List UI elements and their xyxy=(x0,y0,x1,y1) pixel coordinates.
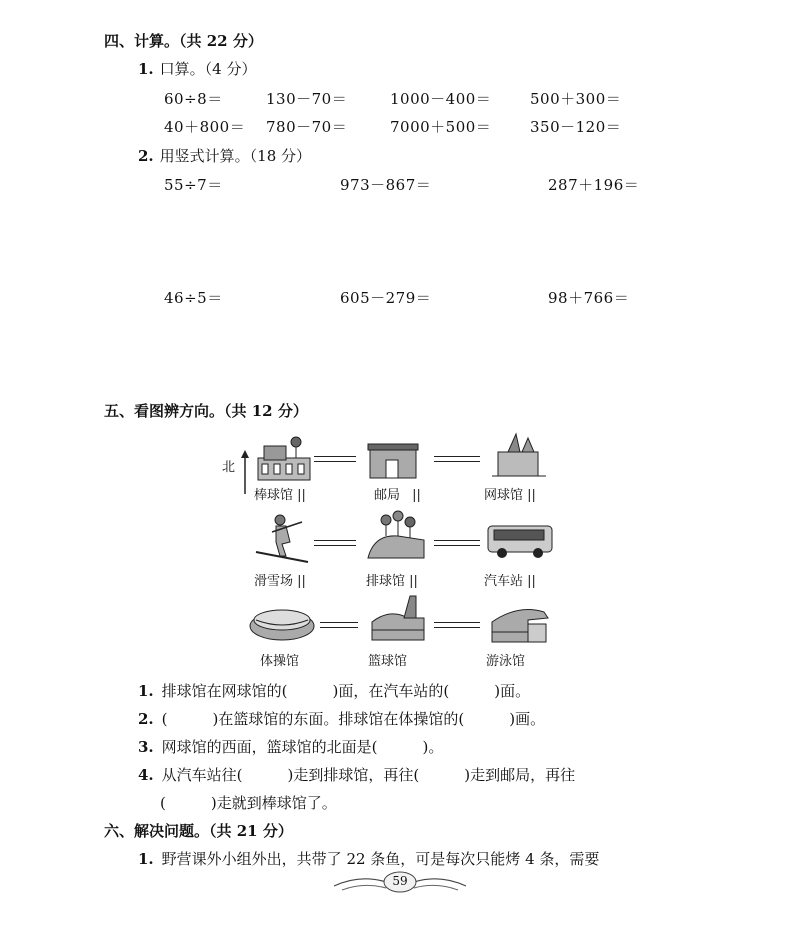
question-number: 2. xyxy=(138,147,154,165)
place-name: 汽车站 xyxy=(484,574,524,589)
road-horizontal xyxy=(434,622,480,628)
tennis-hall-icon xyxy=(490,430,550,478)
label-volleyball-hall xyxy=(366,570,418,589)
question-text: 从汽车站往( )走到排球馆，再往( )走到邮局，再往 xyxy=(161,766,576,784)
road-vertical: || xyxy=(412,488,421,503)
question-number: 1. xyxy=(138,60,154,78)
road-horizontal xyxy=(434,456,480,462)
mental-calc-item: 350－120＝ xyxy=(530,118,622,136)
place-name: 排球馆 xyxy=(366,574,406,589)
section-4-title: 四、计算。（共 22 分） xyxy=(104,32,263,50)
section-5-title: 五、看图辨方向。（共 12 分） xyxy=(104,402,308,420)
question-5-4-continued: ( )走就到棒球馆了。 xyxy=(160,794,337,812)
place-name: 邮局 xyxy=(374,488,401,503)
question-number: 2. xyxy=(138,710,154,728)
label-ski-resort xyxy=(254,570,306,589)
place-name: 滑雪场 xyxy=(254,574,294,589)
page-number: 59 xyxy=(392,874,408,888)
road-horizontal xyxy=(434,540,480,546)
question-6-1 xyxy=(138,848,599,869)
vertical-calc-item: 605－279＝ xyxy=(340,289,432,307)
question-text: ( )在篮球馆的东面。排球馆在体操馆的( )画。 xyxy=(161,710,546,728)
bus-icon xyxy=(486,522,556,560)
place-name: 棒球馆 xyxy=(254,488,294,503)
swimming-hall-icon xyxy=(488,598,552,644)
road-vertical: || xyxy=(297,574,306,589)
label-bus-station xyxy=(484,570,536,589)
question-text: 口算。（4 分） xyxy=(159,60,257,78)
label-swimming-hall: 游泳馆 xyxy=(486,654,526,669)
question-5-2 xyxy=(138,708,545,729)
vertical-calc-item: 287＋196＝ xyxy=(548,176,640,194)
mental-calc-item: 780－70＝ xyxy=(266,118,348,136)
question-text: 野营课外小组外出，共带了 22 条鱼，可是每次只能烤 4 条，需要 xyxy=(161,850,600,868)
volleyball-hall-icon xyxy=(364,510,428,562)
road-horizontal xyxy=(314,456,356,462)
label-baseball-hall xyxy=(254,484,306,503)
post-office-icon xyxy=(364,440,424,480)
mental-calc-item: 60÷8＝ xyxy=(164,90,223,108)
vertical-calc-item: 973－867＝ xyxy=(340,176,432,194)
road-vertical: || xyxy=(297,488,306,503)
label-basketball-hall: 篮球馆 xyxy=(368,654,408,669)
question-4-1 xyxy=(138,58,256,79)
label-gymnasium: 体操馆 xyxy=(260,654,300,669)
section-6-title: 六、解决问题。（共 21 分） xyxy=(104,822,293,840)
direction-map xyxy=(222,428,558,673)
page-footer xyxy=(330,868,470,896)
question-number: 1. xyxy=(138,682,154,700)
north-arrow-icon xyxy=(240,450,250,496)
question-text: 排球馆在网球馆的( )面，在汽车站的( )面。 xyxy=(161,682,531,700)
mental-calc-item: 500＋300＝ xyxy=(530,90,622,108)
mental-calc-item: 1000－400＝ xyxy=(390,90,492,108)
question-text: 用竖式计算。（18 分） xyxy=(159,147,312,165)
label-post-office xyxy=(374,484,421,503)
question-number: 4. xyxy=(138,766,154,784)
place-name: 网球馆 xyxy=(484,488,524,503)
question-number: 3. xyxy=(138,738,154,756)
question-text: 网球馆的西面，篮球馆的北面是( )。 xyxy=(161,738,444,756)
road-vertical: || xyxy=(527,574,536,589)
vertical-calc-item: 98＋766＝ xyxy=(548,289,630,307)
road-horizontal xyxy=(314,540,356,546)
label-tennis-hall xyxy=(484,484,536,503)
mental-calc-item: 7000＋500＝ xyxy=(390,118,492,136)
road-vertical: || xyxy=(409,574,418,589)
mental-calc-item: 40＋800＝ xyxy=(164,118,246,136)
skier-icon xyxy=(252,512,314,564)
vertical-calc-item: 55÷7＝ xyxy=(164,176,223,194)
road-horizontal xyxy=(320,622,358,628)
vertical-calc-item: 46÷5＝ xyxy=(164,289,223,307)
basketball-hall-icon xyxy=(366,592,430,642)
question-5-3 xyxy=(138,736,443,757)
north-label: 北 xyxy=(222,460,236,475)
road-vertical: || xyxy=(527,488,536,503)
question-number: 1. xyxy=(138,850,154,868)
question-5-1 xyxy=(138,680,530,701)
question-4-2 xyxy=(138,145,311,166)
question-5-4 xyxy=(138,764,575,785)
mental-calc-item: 130－70＝ xyxy=(266,90,348,108)
baseball-stadium-icon xyxy=(250,434,320,482)
gymnasium-icon xyxy=(246,600,320,644)
